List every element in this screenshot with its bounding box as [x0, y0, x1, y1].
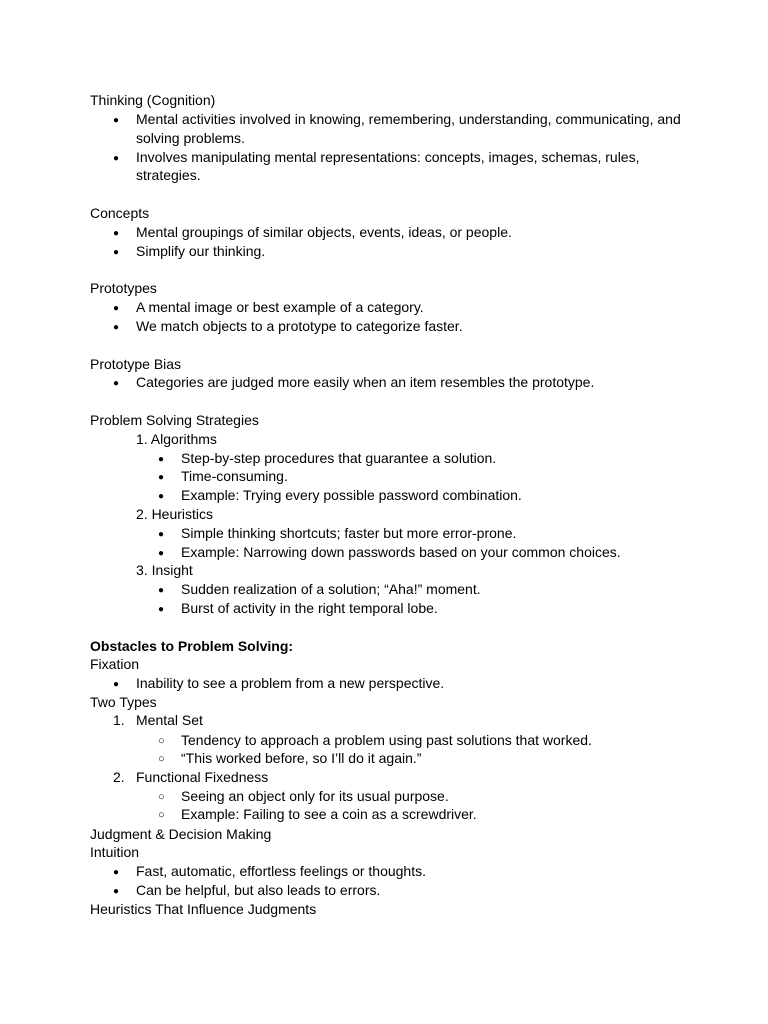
list-item: ●Mental activities involved in knowing, remembering, understanding, communicating, and	[113, 110, 708, 131]
heading-fixation: Fixation	[90, 656, 140, 672]
hollow-bullet-icon	[158, 749, 181, 770]
bullet-icon	[113, 317, 136, 338]
heading-two-types: Two Types	[90, 694, 157, 710]
bullet-icon	[113, 373, 136, 394]
heading-prototypes: Prototypes	[90, 280, 157, 296]
list-item: ●Inability to see a problem from a new perspective.	[113, 674, 708, 695]
list-item-continuation: strategies.	[136, 167, 201, 183]
list-item: ●Burst of activity in the right temporal lobe.	[158, 599, 708, 620]
list-item: ●Example: Narrowing down passwords based on your common choices.	[158, 543, 708, 564]
bullet-icon	[113, 881, 136, 902]
list-item: ●Can be helpful, but also leads to errors.	[113, 881, 708, 902]
list-item: ●Step-by-step procedures that guarantee a solution.	[158, 449, 708, 470]
list-item: ●Sudden realization of a solution; “Aha!” moment.	[158, 580, 708, 601]
list-item: ●Fast, automatic, effortless feelings or thoughts.	[113, 862, 708, 883]
list-item: ●Time-consuming.	[158, 467, 708, 488]
bullet-icon	[113, 674, 136, 695]
bullet-icon	[158, 599, 181, 620]
heading-obstacles: Obstacles to Problem Solving:	[90, 638, 294, 654]
sub-list-item: ○Seeing an object only for its usual purpose.	[158, 787, 708, 808]
hollow-bullet-icon	[158, 805, 181, 826]
list-item: ●Mental groupings of similar objects, events, ideas, or people.	[113, 223, 708, 244]
sub-list-item: ○“This worked before, so I’ll do it again.”	[158, 749, 708, 770]
sub-list-item: ○Tendency to approach a problem using past solutions that worked.	[158, 731, 708, 752]
list-item: ●A mental image or best example of a category.	[113, 298, 708, 319]
numbered-item-mental-set: 1. Mental Set	[113, 712, 203, 728]
list-item-continuation: solving problems.	[136, 130, 245, 146]
numbered-item-heuristics: 2. Heuristics	[136, 506, 214, 522]
bullet-icon	[113, 862, 136, 883]
bullet-icon	[113, 110, 136, 131]
heading-intuition: Intuition	[90, 844, 140, 860]
list-item: ●Example: Trying every possible password combination.	[158, 486, 708, 507]
heading-judgment-decision-making: Judgment & Decision Making	[90, 826, 272, 842]
bullet-icon	[113, 298, 136, 319]
bullet-icon	[158, 524, 181, 545]
heading-heuristics-judgments: Heuristics That Influence Judgments	[90, 901, 317, 917]
bullet-icon	[158, 580, 181, 601]
bullet-icon	[113, 148, 136, 169]
heading-concepts: Concepts	[90, 205, 150, 221]
list-item: ●Simple thinking shortcuts; faster but more error-prone.	[158, 524, 708, 545]
numbered-item-algorithms: 1. Algorithms	[136, 431, 217, 447]
bullet-icon	[158, 486, 181, 507]
list-item: ●Involves manipulating mental representations: concepts, images, schemas, rules,	[113, 148, 708, 169]
heading-prototype-bias: Prototype Bias	[90, 356, 182, 372]
list-item: ●We match objects to a prototype to categorize faster.	[113, 317, 708, 338]
heading-problem-solving-strategies: Problem Solving Strategies	[90, 412, 259, 428]
heading-thinking: Thinking (Cognition)	[90, 92, 216, 108]
numbered-item-functional-fixedness: 2. Functional Fixedness	[113, 769, 269, 785]
bullet-icon	[113, 242, 136, 263]
list-item: ●Categories are judged more easily when an item resembles the prototype.	[113, 373, 708, 394]
numbered-item-insight: 3. Insight	[136, 562, 193, 578]
list-item: ●Simplify our thinking.	[113, 242, 708, 263]
bullet-icon	[113, 223, 136, 244]
sub-list-item: ○Example: Failing to see a coin as a screwdriver.	[158, 805, 708, 826]
bullet-icon	[158, 467, 181, 488]
